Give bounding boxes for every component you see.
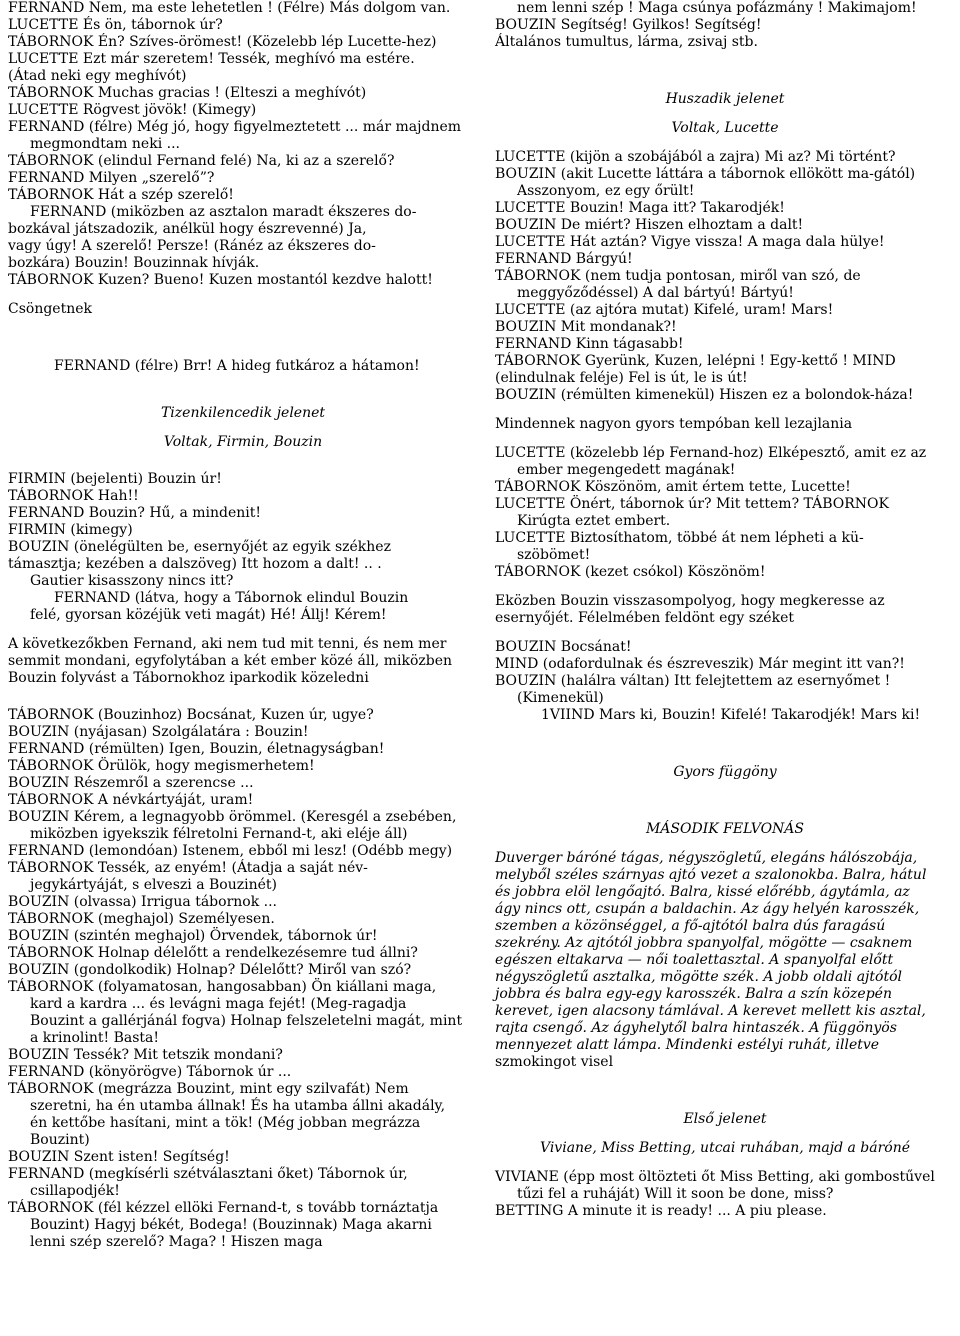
- text-line: TÁBORNOK Holnap délelőtt a rendelkezésemre tud állni?: [8, 945, 418, 961]
- text-line: felé, gyorsan közéjük veti magát) Hé! Állj! Kérem!: [30, 607, 387, 623]
- text-line: TÁBORNOK (elindul Fernand felé) Na, ki az a szerelő?: [8, 153, 395, 169]
- text-line: csillapodjék!: [30, 1183, 120, 1199]
- text-line: esernyőjét. Félelmében feldönt egy széket: [495, 610, 794, 626]
- left-column: [8, 0, 478, 1251]
- text-line: nem lenni szép ! Maga csúnya pofázmány ! Makimajom!: [517, 0, 917, 16]
- text-line: Voltak, Firmin, Bouzin: [163, 434, 323, 450]
- text-line: BOUZIN (halálra váltan) Itt felejtettem az esernyőmet !: [495, 673, 891, 689]
- text-line: FERNAND (félre) Brr! A hideg futkároz a hátamon!: [54, 358, 420, 374]
- text-line: Mindennek nagyon gyors tempóban kell lezajlania: [495, 416, 853, 432]
- text-line: BOUZIN Kérem, a legnagyobb örömmel. (Keresgél a zsebében,: [8, 809, 457, 825]
- text-line: BOUZIN Tessék? Mit tetszik mondani?: [8, 1047, 283, 1063]
- text-line: LUCETTE Ezt már szeretem! Tessék, meghívó ma estére.: [8, 51, 415, 67]
- text-line: MÁSODIK FELVONÁS: [645, 821, 805, 837]
- text-line: FERNAND (miközben az asztalon maradt ékszeres do-: [30, 204, 417, 220]
- text-line: TÁBORNOK Tessék, az enyém! (Átadja a saját név-: [8, 860, 368, 876]
- text-line: TÁBORNOK (folyamatosan, hangosabban) Ön kiállani maga,: [8, 979, 437, 995]
- text-line: TÁBORNOK Kuzen? Bueno! Kuzen mostantól kezdve halott!: [8, 272, 433, 288]
- text-line: Tizenkilencedik jelenet: [160, 405, 326, 421]
- text-line: szöbömet!: [517, 547, 591, 563]
- spacer: [495, 404, 955, 416]
- text-line: FIRMIN (kimegy): [8, 522, 133, 538]
- spacer: [495, 581, 955, 593]
- text-line: A következőkben Fernand, aki nem tud mit tenni, és nem mer: [8, 636, 447, 652]
- spacer: [495, 838, 955, 850]
- text-line: LUCETTE Bouzin! Maga itt? Takarodjék!: [495, 200, 785, 216]
- text-line: szekrény. Az ajtótól jobbra spanyolfal, mögötte — csaknem: [495, 935, 913, 951]
- text-line: BOUZIN (szintén meghajol) Örvendek, tábornok úr!: [8, 928, 378, 944]
- right-column: [495, 0, 955, 1220]
- text-line: BOUZIN Szent isten! Segítség!: [8, 1149, 230, 1165]
- text-line: Bouzint) Hagyj békét, Bodega! (Bouzinnak) Maga akarni: [30, 1217, 432, 1233]
- text-line: Kirúgta eztet embert.: [517, 513, 671, 529]
- text-line: FERNAND (könyörögve) Tábornok úr ...: [8, 1064, 292, 1080]
- text-line: LUCETTE Hát aztán? Vigye vissza! A maga dala hülye!: [495, 234, 885, 250]
- text-line: VIVIANE (épp most öltözteti őt Miss Betting, aki gombostűvel: [495, 1169, 935, 1185]
- text-line: Gyors függöny: [673, 764, 777, 780]
- text-line: Eközben Bouzin visszasompolyog, hogy megkeresse az: [495, 593, 885, 609]
- text-line: bozkával játszadozik, anélkül hogy észrevenné) Ja,: [8, 221, 367, 237]
- text-line: TÁBORNOK (meghajol) Személyesen.: [8, 911, 275, 927]
- text-line: Asszonyom, ez egy őrült!: [517, 183, 695, 199]
- text-line: BETTING A minute it is ready! ... A piu please.: [495, 1203, 827, 1219]
- text-line: ágy nincs ott, csupán a baldachin. Az ágy helyén karosszék,: [495, 901, 920, 917]
- text-line: Csöngetnek: [8, 301, 92, 317]
- text-line: Huszadik jelenet: [665, 91, 785, 107]
- text-line: TÁBORNOK A névkártyáját, uram!: [8, 792, 254, 808]
- spacer: [495, 137, 955, 149]
- text-line: tűzi fel a ruháját) Will it soon be done, miss?: [517, 1186, 834, 1202]
- text-line: LUCETTE Biztosíthatom, többé át nem lépheti a kü-: [495, 530, 864, 546]
- text-line: TÁBORNOK (nem tudja pontosan, miről van szó, de: [495, 268, 861, 284]
- text-line: Első jelenet: [683, 1111, 767, 1127]
- text-line: Bouzint a gallérjánál fogva) Holnap felszeletelni magát, mint: [30, 1013, 463, 1029]
- text-line: én kettőbe hasítani, mint a tök! (Még jobban megrázza: [30, 1115, 421, 1131]
- text-line: Általános tumultus, lárma, zsivaj stb.: [495, 34, 758, 50]
- text-line: szeretni, ha én utamba állnak! És ha utamba állni akadály,: [30, 1098, 446, 1114]
- text-line: 1VIIND Mars ki, Bouzin! Kifelé! Takarodjék! Mars ki!: [541, 707, 921, 723]
- text-line: a krinolint! Basta!: [30, 1030, 159, 1046]
- spacer: [495, 108, 955, 120]
- spacer: [8, 289, 478, 301]
- text-line: BOUZIN Mit mondanak?!: [495, 319, 677, 335]
- text-line: ember megengedett magának!: [517, 462, 736, 478]
- spacer: [495, 781, 955, 821]
- text-line: LUCETTE Rögvest jövök! (Kimegy): [8, 102, 257, 118]
- text-line: FERNAND Nem, ma este lehetetlen ! (Félre) Más dolgom van.: [8, 0, 451, 16]
- text-line: TÁBORNOK Hah!!: [8, 488, 139, 504]
- text-line: jobbra és balra egy-egy karosszék. Balra a szín közepén: [495, 986, 892, 1002]
- text-line: TÁBORNOK (kezet csókol) Köszönöm!: [495, 564, 766, 580]
- text-line: FERNAND Bouzin? Hű, a mindenit!: [8, 505, 262, 521]
- text-line: FERNAND (félre) Még jó, hogy figyelmeztetett ... már majdnem: [8, 119, 462, 135]
- text-line: és jobbra elöl lengőajtó. Balra, kissé előrébb, ágytámla, az: [495, 884, 910, 900]
- text-line: TÁBORNOK Muchas gracias ! (Elteszi a meghívót): [8, 85, 367, 101]
- text-line: TÁBORNOK Hát a szép szerelő!: [8, 187, 234, 203]
- spacer: [8, 422, 478, 434]
- text-line: BOUZIN Bocsánat!: [495, 639, 632, 655]
- text-line: BOUZIN (gondolkodik) Holnap? Délelőtt? Miről van szó?: [8, 962, 412, 978]
- text-line: LUCETTE És ön, tábornok úr?: [8, 17, 223, 33]
- text-line: meggyőződéssel) A dal bártyú! Bártyú!: [517, 285, 794, 301]
- text-line: BOUZIN Segítség! Gyilkos! Segítség!: [495, 17, 762, 33]
- text-line: Viviane, Miss Betting, utcai ruhában, majd a báróné: [539, 1140, 911, 1156]
- text-line: TÁBORNOK (Bouzinhoz) Bocsánat, Kuzen úr, ugye?: [8, 707, 374, 723]
- text-line: Gautier kisasszony nincs itt?: [30, 573, 234, 589]
- text-line: Voltak, Lucette: [671, 120, 779, 136]
- text-line: FERNAND (megkísérli szétválasztani őket) Tábornok úr,: [8, 1166, 408, 1182]
- text-line: kard a kardra ... és levágni maga fejét! (Meg-ragadja: [30, 996, 407, 1012]
- text-line: BOUZIN De miért? Hiszen elhoztam a dalt!: [495, 217, 804, 233]
- text-line: BOUZIN (rémülten kimenekül) Hiszen ez a bolondok-háza!: [495, 387, 914, 403]
- text-line: TÁBORNOK Köszönöm, amit értem tette, Lucette!: [495, 479, 851, 495]
- text-line: (Kimenekül): [517, 690, 604, 706]
- text-line: FERNAND (lemondóan) Istenem, ebből mi lesz! (Odébb megy): [8, 843, 453, 859]
- text-line: LUCETTE (kijön a szobájából a zajra) Mi az? Mi történt?: [495, 149, 896, 165]
- text-line: TÁBORNOK Gyerünk, Kuzen, lelépni ! Egy-kettő ! MIND: [495, 353, 896, 369]
- text-line: FIRMIN (bejelenti) Bouzin úr!: [8, 471, 222, 487]
- text-line: vagy úgy! A szerelő! Persze! (Ránéz az ékszeres do-: [8, 238, 376, 254]
- text-line: semmit mondani, egyfolytában a két ember közé áll, miközben: [8, 653, 453, 669]
- text-line: kerevet, igen alacsony támlával. A kerevet mellett kis asztal,: [495, 1003, 926, 1019]
- spacer: [8, 687, 478, 707]
- spacer: [495, 51, 955, 91]
- text-line: Bouzint): [30, 1132, 90, 1148]
- text-line: BOUZIN (nyájasan) Szolgálatára : Bouzin!: [8, 724, 309, 740]
- text-line: LUCETTE (közelebb lép Fernand-hoz) Elképesztő, amit ez az: [495, 445, 927, 461]
- text-line: szmokingot visel: [495, 1054, 614, 1070]
- text-line: egészen eltakarva — női toalettasztal. A spanyolfal előtt: [495, 952, 894, 968]
- text-line: szemben a közönséggel, a fő-ajtótól balra dús faragású: [495, 918, 886, 934]
- text-line: FERNAND Milyen „szerelő”?: [8, 170, 215, 186]
- text-line: Duverger báróné tágas, négyszögletű, elegáns hálószobája,: [495, 850, 918, 866]
- text-line: MIND (odafordulnak és észreveszik) Már megint itt van?!: [495, 656, 905, 672]
- text-line: BOUZIN (akit Lucette láttára a tábornok ellökött ma-gától): [495, 166, 916, 182]
- text-line: FERNAND Bárgyú!: [495, 251, 633, 267]
- text-line: miközben igyekszik félretolni Fernand-t, aki eléje áll): [30, 826, 408, 842]
- spacer: [495, 627, 955, 639]
- text-line: jegykártyáját, s elveszi a Bouzinét): [30, 877, 277, 893]
- text-line: lenni szép szerelő? Maga? ! Hiszen maga: [30, 1234, 323, 1250]
- spacer: [8, 451, 478, 471]
- text-line: BOUZIN Részemről a szerencse ...: [8, 775, 254, 791]
- text-line: Bouzin folyvást a Tábornokhoz iparkodik közeledni: [8, 670, 369, 686]
- text-line: támasztja; kezében a dalszöveg) Itt hozom a dalt! .. .: [8, 556, 382, 572]
- text-line: FERNAND (rémülten) Igen, Bouzin, életnagyságban!: [8, 741, 385, 757]
- text-line: TÁBORNOK Örülök, hogy megismerhetem!: [8, 758, 315, 774]
- text-line: LUCETTE (az ajtóra mutat) Kifelé, uram! Mars!: [495, 302, 834, 318]
- text-line: LUCETTE Önért, tábornok úr? Mit tettem? TÁBORNOK: [495, 496, 889, 512]
- text-line: BOUZIN (olvassa) Irrigua tábornok ...: [8, 894, 277, 910]
- text-line: bozkára) Bouzin! Bouzinnak hívják.: [8, 255, 260, 271]
- spacer: [8, 318, 478, 358]
- spacer: [8, 624, 478, 636]
- text-line: TÁBORNOK Én? Szíves-örömest! (Közelebb lép Lucette-hez): [8, 34, 437, 50]
- text-line: mennyezet alatt lámpa. Mindenki estélyi ruhát, illetve: [495, 1037, 880, 1053]
- spacer: [495, 1071, 955, 1111]
- text-line: (Átad neki egy meghívót): [8, 68, 187, 84]
- spacer: [495, 1128, 955, 1140]
- text-line: FERNAND (látva, hogy a Tábornok elindul Bouzin: [54, 590, 409, 606]
- text-line: rajta csengő. Az ágyhelytől balra hintaszék. A függönyös: [495, 1020, 897, 1036]
- text-line: melyből széles szárnyas ajtó vezet a szalonokba. Balra, hátul: [495, 867, 927, 883]
- spacer: [495, 1157, 955, 1169]
- spacer: [495, 433, 955, 445]
- text-line: TÁBORNOK (fél kézzel ellöki Fernand-t, s tovább tornáztatja: [8, 1200, 439, 1216]
- text-line: TÁBORNOK (megrázza Bouzint, mint egy szilvafát) Nem: [8, 1081, 409, 1097]
- text-line: BOUZIN (önelégülten be, esernyőjét az egyik székhez: [8, 539, 391, 555]
- text-line: négyszögletű asztalka, mögötte szék. A jobb oldali ajtótól: [495, 969, 902, 985]
- text-line: megmondtam neki ...: [30, 136, 180, 152]
- text-line: FERNAND Kinn tágasabb!: [495, 336, 684, 352]
- text-line: (elindulnak feléje) Fel is út, le is út!: [495, 370, 748, 386]
- spacer: [8, 375, 478, 405]
- spacer: [495, 724, 955, 764]
